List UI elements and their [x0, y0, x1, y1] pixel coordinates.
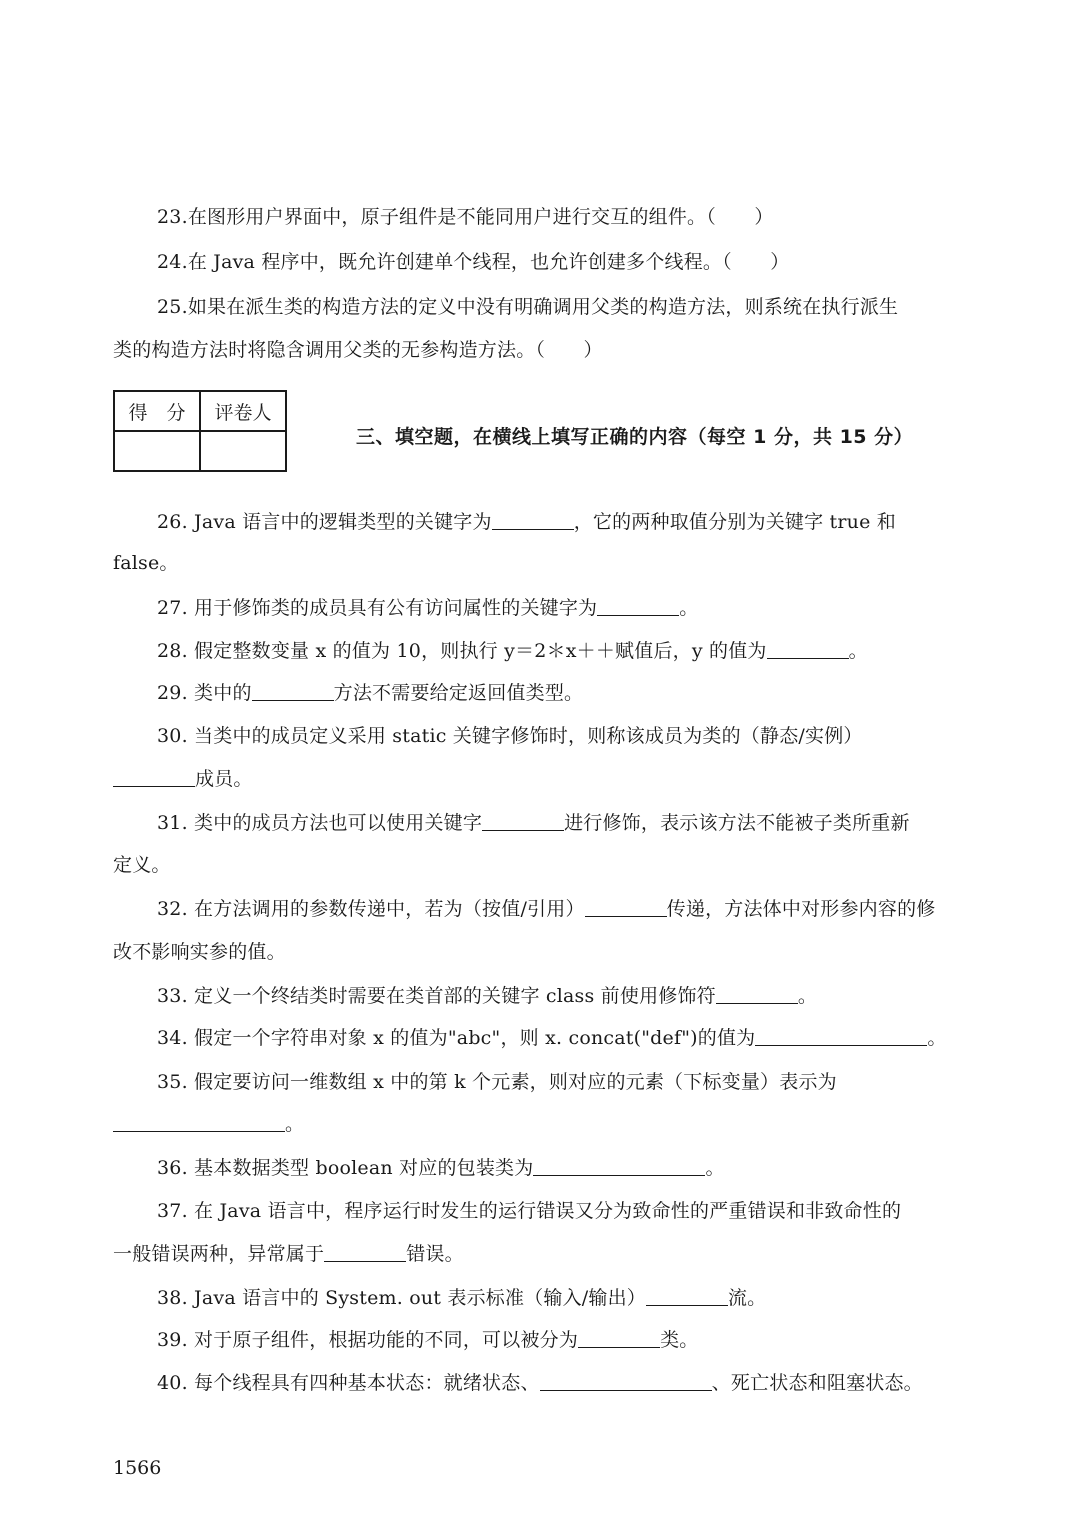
question-23	[157, 204, 774, 230]
question-23-number: 23.	[157, 206, 188, 228]
answer-blank	[113, 768, 195, 787]
question-26-line1	[157, 509, 896, 535]
answer-blank	[533, 1157, 705, 1176]
question-27-text-b: 。	[679, 597, 699, 619]
question-35-text-b: 。	[285, 1113, 305, 1135]
question-25-number: 25.	[157, 296, 188, 318]
question-25-line2	[113, 337, 603, 363]
question-28-text-a: 28. 假定整数变量 x 的值为 10，则执行 y＝2＊x＋＋赋值后，y 的值为	[157, 640, 767, 662]
question-31-line2	[113, 852, 171, 878]
question-34-text-b: 。	[927, 1027, 947, 1049]
question-29	[157, 680, 583, 706]
question-27	[157, 595, 698, 621]
question-26-text-b: ，它的两种取值分别为关键字 true 和	[573, 511, 896, 533]
question-37-text-c: 错误。	[406, 1243, 464, 1265]
score-label: 得 分	[114, 391, 200, 431]
question-40-text-b: 、死亡状态和阻塞状态。	[711, 1372, 923, 1394]
answer-blank	[585, 898, 667, 917]
question-31-text-a: 31. 类中的成员方法也可以使用关键字	[157, 812, 483, 834]
question-37-text-b: 一般错误两种，异常属于	[113, 1243, 325, 1265]
question-40	[157, 1370, 923, 1396]
question-38-text-a: 38. Java 语言中的 System. out 表示标准（输入/输出）	[157, 1287, 646, 1309]
question-26-line2	[113, 550, 179, 576]
question-24-number: 24.	[157, 251, 188, 273]
question-24	[157, 249, 789, 275]
question-23-text: 在图形用户界面中，原子组件是不能同用户进行交互的组件。（ ）	[187, 206, 774, 228]
answer-blank	[324, 1243, 406, 1262]
question-35-line1	[157, 1069, 837, 1095]
grader-label: 评卷人	[200, 391, 286, 431]
question-29-text-a: 29. 类中的	[157, 682, 252, 704]
question-32-text-b: 传递，方法体中对形参内容的修	[666, 898, 936, 920]
question-39-text-a: 39. 对于原子组件，根据功能的不同，可以被分为	[157, 1329, 579, 1351]
question-33-text-b: 。	[797, 985, 818, 1007]
question-33-text-a: 33. 定义一个终结类时需要在类首部的关键字 class 前使用修饰符	[157, 985, 716, 1007]
page-number: 1566	[113, 1457, 162, 1479]
question-25-text-line1: 如果在派生类的构造方法的定义中没有明确调用父类的构造方法，则系统在执行派生	[187, 296, 899, 318]
answer-blank	[482, 812, 564, 831]
question-31-line1	[157, 810, 910, 836]
question-25-text-line2: 类的构造方法时将隐含调用父类的无参构造方法。（ ）	[113, 339, 603, 361]
question-30-text-a: 30. 当类中的成员定义采用 static 关键字修饰时，则称该成员为类的（静态/实例）	[157, 725, 863, 747]
score-table	[113, 390, 287, 472]
answer-blank	[716, 985, 798, 1004]
question-35-text-a: 35. 假定要访问一维数组 x 中的第 k 个元素，则对应的元素（下标变量）表示为	[157, 1071, 837, 1093]
question-30-line1	[157, 723, 863, 749]
question-30-line2	[113, 766, 253, 792]
question-28	[157, 638, 868, 664]
answer-blank	[492, 511, 574, 530]
question-27-text-a: 27. 用于修饰类的成员具有公有访问属性的关键字为	[157, 597, 598, 619]
answer-blank	[252, 682, 334, 701]
question-30-text-b: 成员。	[195, 768, 253, 790]
answer-blank	[755, 1027, 927, 1046]
question-37-line1	[157, 1198, 901, 1224]
question-36	[157, 1155, 725, 1181]
answer-blank	[113, 1113, 285, 1132]
question-33	[157, 983, 817, 1009]
question-25-line1	[157, 294, 898, 320]
question-31-text-b: 进行修饰，表示该方法不能被子类所重新	[564, 812, 910, 834]
grader-cell	[200, 431, 286, 471]
answer-blank	[578, 1329, 660, 1348]
question-26-text-c: false。	[113, 552, 179, 574]
question-32-text-c: 改不影响实参的值。	[113, 941, 286, 963]
question-28-text-b: 。	[848, 640, 868, 662]
question-29-text-b: 方法不需要给定返回值类型。	[333, 682, 584, 704]
section-title: 三、填空题，在横线上填写正确的内容（每空 1 分，共 15 分）	[356, 426, 914, 448]
score-cell	[114, 431, 200, 471]
question-38-text-b: 流。	[727, 1287, 767, 1309]
question-39-text-b: 类。	[660, 1329, 699, 1351]
question-36-text-b: 。	[705, 1157, 725, 1179]
question-37-text-a: 37. 在 Java 语言中，程序运行时发生的运行错误又分为致命性的严重错误和非致命性的	[157, 1200, 902, 1222]
question-38	[157, 1285, 766, 1311]
question-31-text-c: 定义。	[113, 854, 171, 876]
question-35-line2	[113, 1111, 304, 1137]
question-37-line2	[113, 1241, 464, 1267]
question-32-text-a: 32. 在方法调用的参数传递中，若为（按值/引用）	[157, 898, 585, 920]
question-39	[157, 1327, 698, 1353]
question-34-text-a: 34. 假定一个字符串对象 x 的值为"abc"，则 x. concat("def")的值为	[157, 1027, 756, 1049]
question-32-line2	[113, 939, 286, 965]
answer-blank	[597, 597, 679, 616]
question-34	[157, 1025, 947, 1051]
question-40-text-a: 40. 每个线程具有四种基本状态：就绪状态、	[157, 1372, 540, 1394]
answer-blank	[540, 1372, 712, 1391]
question-24-text: 在 Java 程序中，既允许创建单个线程，也允许创建多个线程。（ ）	[187, 251, 790, 273]
answer-blank	[767, 640, 849, 659]
answer-blank	[646, 1287, 728, 1306]
question-26-text-a: 26. Java 语言中的逻辑类型的关键字为	[157, 511, 492, 533]
question-36-text-a: 36. 基本数据类型 boolean 对应的包装类为	[157, 1157, 534, 1179]
question-32-line1	[157, 896, 935, 922]
